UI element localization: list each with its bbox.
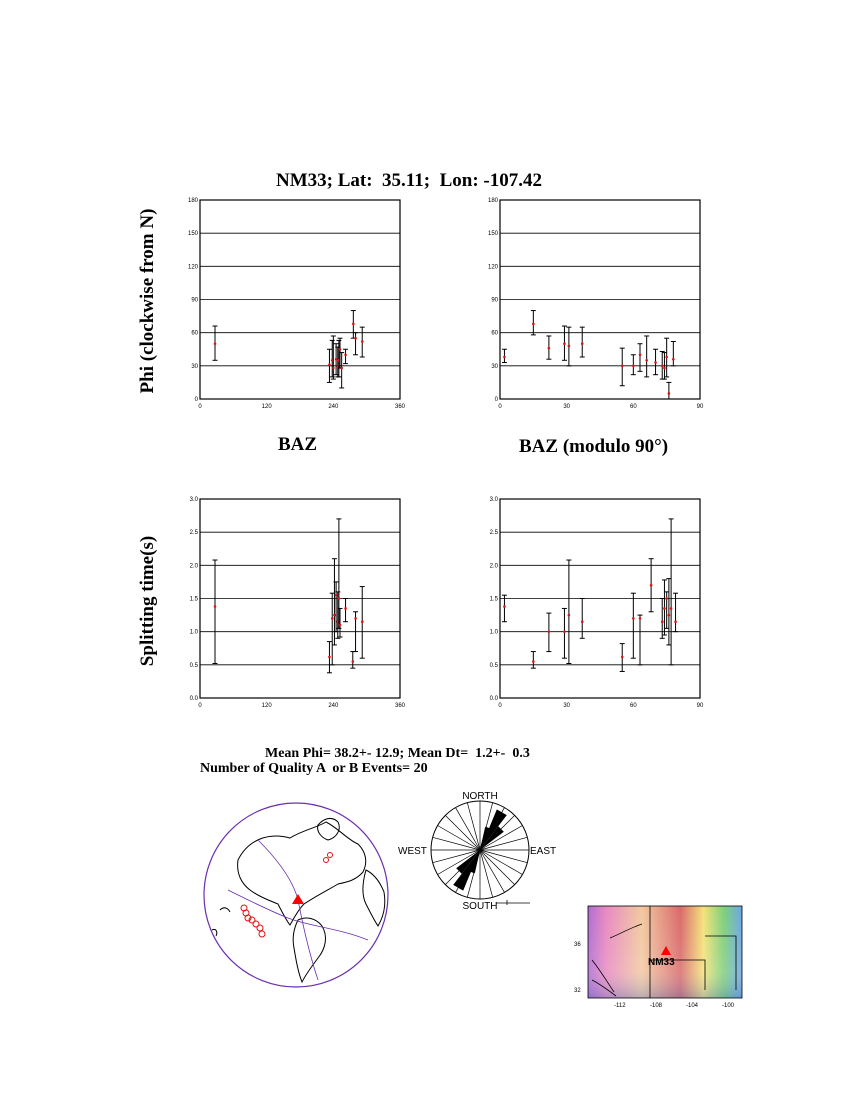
point-marker [674, 620, 677, 623]
phi-axis-label: Phi (clockwise from N) [137, 208, 158, 394]
data-point [502, 349, 507, 362]
phi-vs-baz-mod90-plot [485, 195, 715, 420]
point-marker [621, 656, 624, 659]
data-point [343, 599, 348, 622]
x-tick-label: 90 [696, 404, 704, 410]
station-relief-map [570, 900, 750, 1020]
point-marker [632, 617, 635, 620]
page-title: NM33; Lat: 35.11; Lon: -107.42 [276, 170, 542, 191]
point-marker [354, 617, 357, 620]
dt-axis-label: Splitting time(s) [137, 535, 158, 667]
y-tick-label: 0.0 [489, 696, 498, 702]
x-tick-label: 0 [198, 404, 202, 410]
y-tick-label: 1.0 [489, 629, 498, 636]
event-marker [257, 925, 263, 931]
x-tick-label: 240 [328, 404, 339, 410]
map-x-tick: -108 [650, 1003, 663, 1009]
point-marker [338, 597, 341, 600]
europe-africa-outline [363, 870, 385, 926]
data-point [580, 599, 585, 639]
map-x-tick: -112 [614, 1003, 626, 1009]
x-tick-label: 90 [696, 703, 704, 709]
point-marker [668, 392, 671, 395]
point-marker [339, 348, 342, 351]
x-tick-label: 360 [394, 703, 406, 709]
y-tick-label: 3.0 [489, 497, 498, 503]
point-marker [639, 353, 642, 356]
data-point [360, 327, 365, 357]
data-point [566, 560, 571, 663]
point-marker [503, 605, 506, 608]
point-marker [632, 365, 635, 368]
phi-vs-baz-mod90-svg [485, 195, 715, 415]
point-marker [335, 358, 338, 361]
data-point [531, 652, 536, 669]
point-marker [361, 620, 364, 623]
x-tick-label: 120 [261, 703, 272, 709]
data-point [620, 644, 625, 672]
x-tick-label: 60 [629, 703, 637, 709]
data-point [327, 642, 332, 673]
pacific-islands [212, 908, 230, 936]
data-point [336, 519, 341, 628]
rose-spoke [433, 837, 480, 850]
rose-south-label: SOUTH [462, 901, 498, 912]
data-point [360, 587, 365, 659]
y-tick-label: 60 [191, 330, 198, 337]
point-marker [214, 605, 217, 608]
point-marker [645, 359, 648, 362]
event-marker [259, 931, 265, 937]
y-tick-label: 150 [187, 231, 198, 238]
greenland-outline [318, 818, 340, 840]
y-tick-label: 1.5 [189, 596, 198, 603]
point-marker [333, 614, 336, 617]
y-tick-label: 1.5 [489, 596, 498, 603]
y-tick-label: 180 [487, 198, 498, 204]
x-tick-label: 0 [498, 404, 502, 410]
data-point [343, 349, 348, 363]
point-marker [214, 342, 217, 345]
mean-summary: Mean Phi= 38.2+- 12.9; Mean Dt= 1.2+- 0.3 [265, 746, 530, 761]
x-tick-label: 240 [328, 703, 339, 709]
station-triangle [292, 894, 304, 904]
map-y-tick: 36 [574, 942, 581, 948]
y-tick-label: 30 [491, 363, 498, 370]
y-tick-label: 90 [491, 297, 498, 304]
globe-map [198, 800, 398, 995]
data-point [631, 355, 636, 375]
map-x-tick: -100 [722, 1003, 735, 1009]
dt-vs-baz-mod90-svg [485, 494, 715, 714]
y-tick-label: 120 [187, 264, 198, 271]
x-tick-label: 60 [629, 404, 637, 410]
y-tick-label: 150 [487, 231, 498, 238]
y-tick-label: 120 [487, 264, 498, 271]
data-point [653, 349, 658, 374]
data-point [546, 336, 551, 359]
x-tick-label: 360 [394, 404, 406, 410]
x-tick-label: 30 [563, 404, 571, 410]
baz-label: BAZ [278, 434, 318, 455]
point-marker [661, 365, 664, 368]
point-marker [344, 607, 347, 610]
point-marker [352, 323, 355, 326]
point-marker [340, 367, 343, 370]
map-x-tick: -104 [686, 1003, 699, 1009]
point-marker [532, 660, 535, 663]
rose-diagram [396, 786, 566, 921]
point-marker [361, 340, 364, 343]
data-point [562, 326, 567, 360]
point-marker [581, 620, 584, 623]
point-marker [328, 363, 331, 366]
point-marker [563, 630, 566, 633]
dt-vs-baz-mod90-plot [485, 494, 715, 719]
event-count: Number of Quality A or B Events= 20 [200, 761, 428, 776]
dt-vs-baz-plot [185, 494, 415, 719]
point-marker [661, 620, 664, 623]
y-tick-label: 0.5 [489, 662, 498, 669]
data-point [580, 327, 585, 357]
point-marker [665, 597, 668, 600]
phi-vs-baz-plot [185, 195, 415, 420]
rose-east-label: EAST [530, 846, 557, 857]
y-tick-label: 2.5 [189, 530, 198, 537]
data-point [649, 559, 654, 612]
point-marker [650, 584, 653, 587]
phi-vs-baz-svg [185, 195, 415, 415]
data-point [620, 348, 625, 386]
x-tick-label: 0 [498, 703, 502, 709]
point-marker [532, 323, 535, 326]
y-tick-label: 60 [491, 330, 498, 337]
point-marker [351, 660, 354, 663]
point-marker [668, 614, 671, 617]
data-point [638, 615, 643, 665]
data-point [330, 340, 335, 376]
data-point [546, 613, 551, 651]
point-marker [665, 356, 668, 359]
data-point [666, 382, 671, 399]
y-tick-label: 0 [494, 397, 498, 403]
data-point [350, 652, 355, 669]
x-tick-label: 120 [261, 404, 272, 410]
event-marker [328, 853, 333, 858]
point-marker [548, 347, 551, 350]
data-point [644, 336, 649, 377]
data-point [531, 311, 536, 335]
point-marker [654, 361, 657, 364]
point-marker [568, 345, 571, 348]
point-marker [331, 617, 334, 620]
y-tick-label: 1.0 [189, 629, 198, 636]
point-marker [332, 367, 335, 370]
baz-mod90-label: BAZ (modulo 90°) [519, 436, 669, 457]
y-tick-label: 2.0 [189, 563, 198, 570]
point-marker [670, 607, 673, 610]
dt-vs-baz-svg [185, 494, 415, 714]
y-tick-label: 3.0 [189, 497, 198, 503]
rose-spoke [480, 850, 493, 897]
rose-north-label: NORTH [462, 791, 498, 802]
point-marker [354, 337, 357, 340]
y-tick-label: 2.0 [489, 563, 498, 570]
y-tick-label: 2.5 [489, 530, 498, 537]
rose-spoke [480, 850, 527, 863]
data-point [631, 593, 636, 658]
y-tick-label: 180 [187, 198, 198, 204]
point-marker [639, 617, 642, 620]
station-label: NM33 [648, 957, 675, 968]
point-marker [563, 342, 566, 345]
point-marker [568, 614, 571, 617]
rose-west-label: WEST [398, 846, 427, 857]
data-point [213, 560, 218, 663]
map-y-tick: 32 [574, 988, 581, 994]
data-point [213, 326, 218, 360]
y-tick-label: 90 [191, 297, 198, 304]
y-tick-label: 0 [194, 397, 198, 403]
data-point [671, 342, 676, 366]
point-marker [548, 630, 551, 633]
point-marker [344, 353, 347, 356]
point-marker [663, 607, 666, 610]
point-marker [328, 656, 331, 659]
plate-boundary [228, 840, 368, 980]
data-point [502, 595, 507, 622]
point-marker [663, 367, 666, 370]
event-marker [324, 858, 329, 863]
y-tick-label: 0.5 [189, 662, 198, 669]
data-point [331, 336, 336, 379]
point-marker [621, 365, 624, 368]
x-tick-label: 30 [563, 703, 571, 709]
x-tick-label: 0 [198, 703, 202, 709]
north-america-outline [238, 822, 366, 925]
data-point [673, 593, 678, 631]
rose-spoke [467, 803, 480, 850]
point-marker [339, 624, 342, 627]
point-marker [581, 342, 584, 345]
point-marker [672, 358, 675, 361]
y-tick-label: 0.0 [189, 696, 198, 702]
y-tick-label: 30 [191, 363, 198, 370]
point-marker [503, 356, 506, 359]
point-marker [335, 594, 338, 597]
data-point [638, 344, 643, 372]
data-point [562, 608, 567, 658]
